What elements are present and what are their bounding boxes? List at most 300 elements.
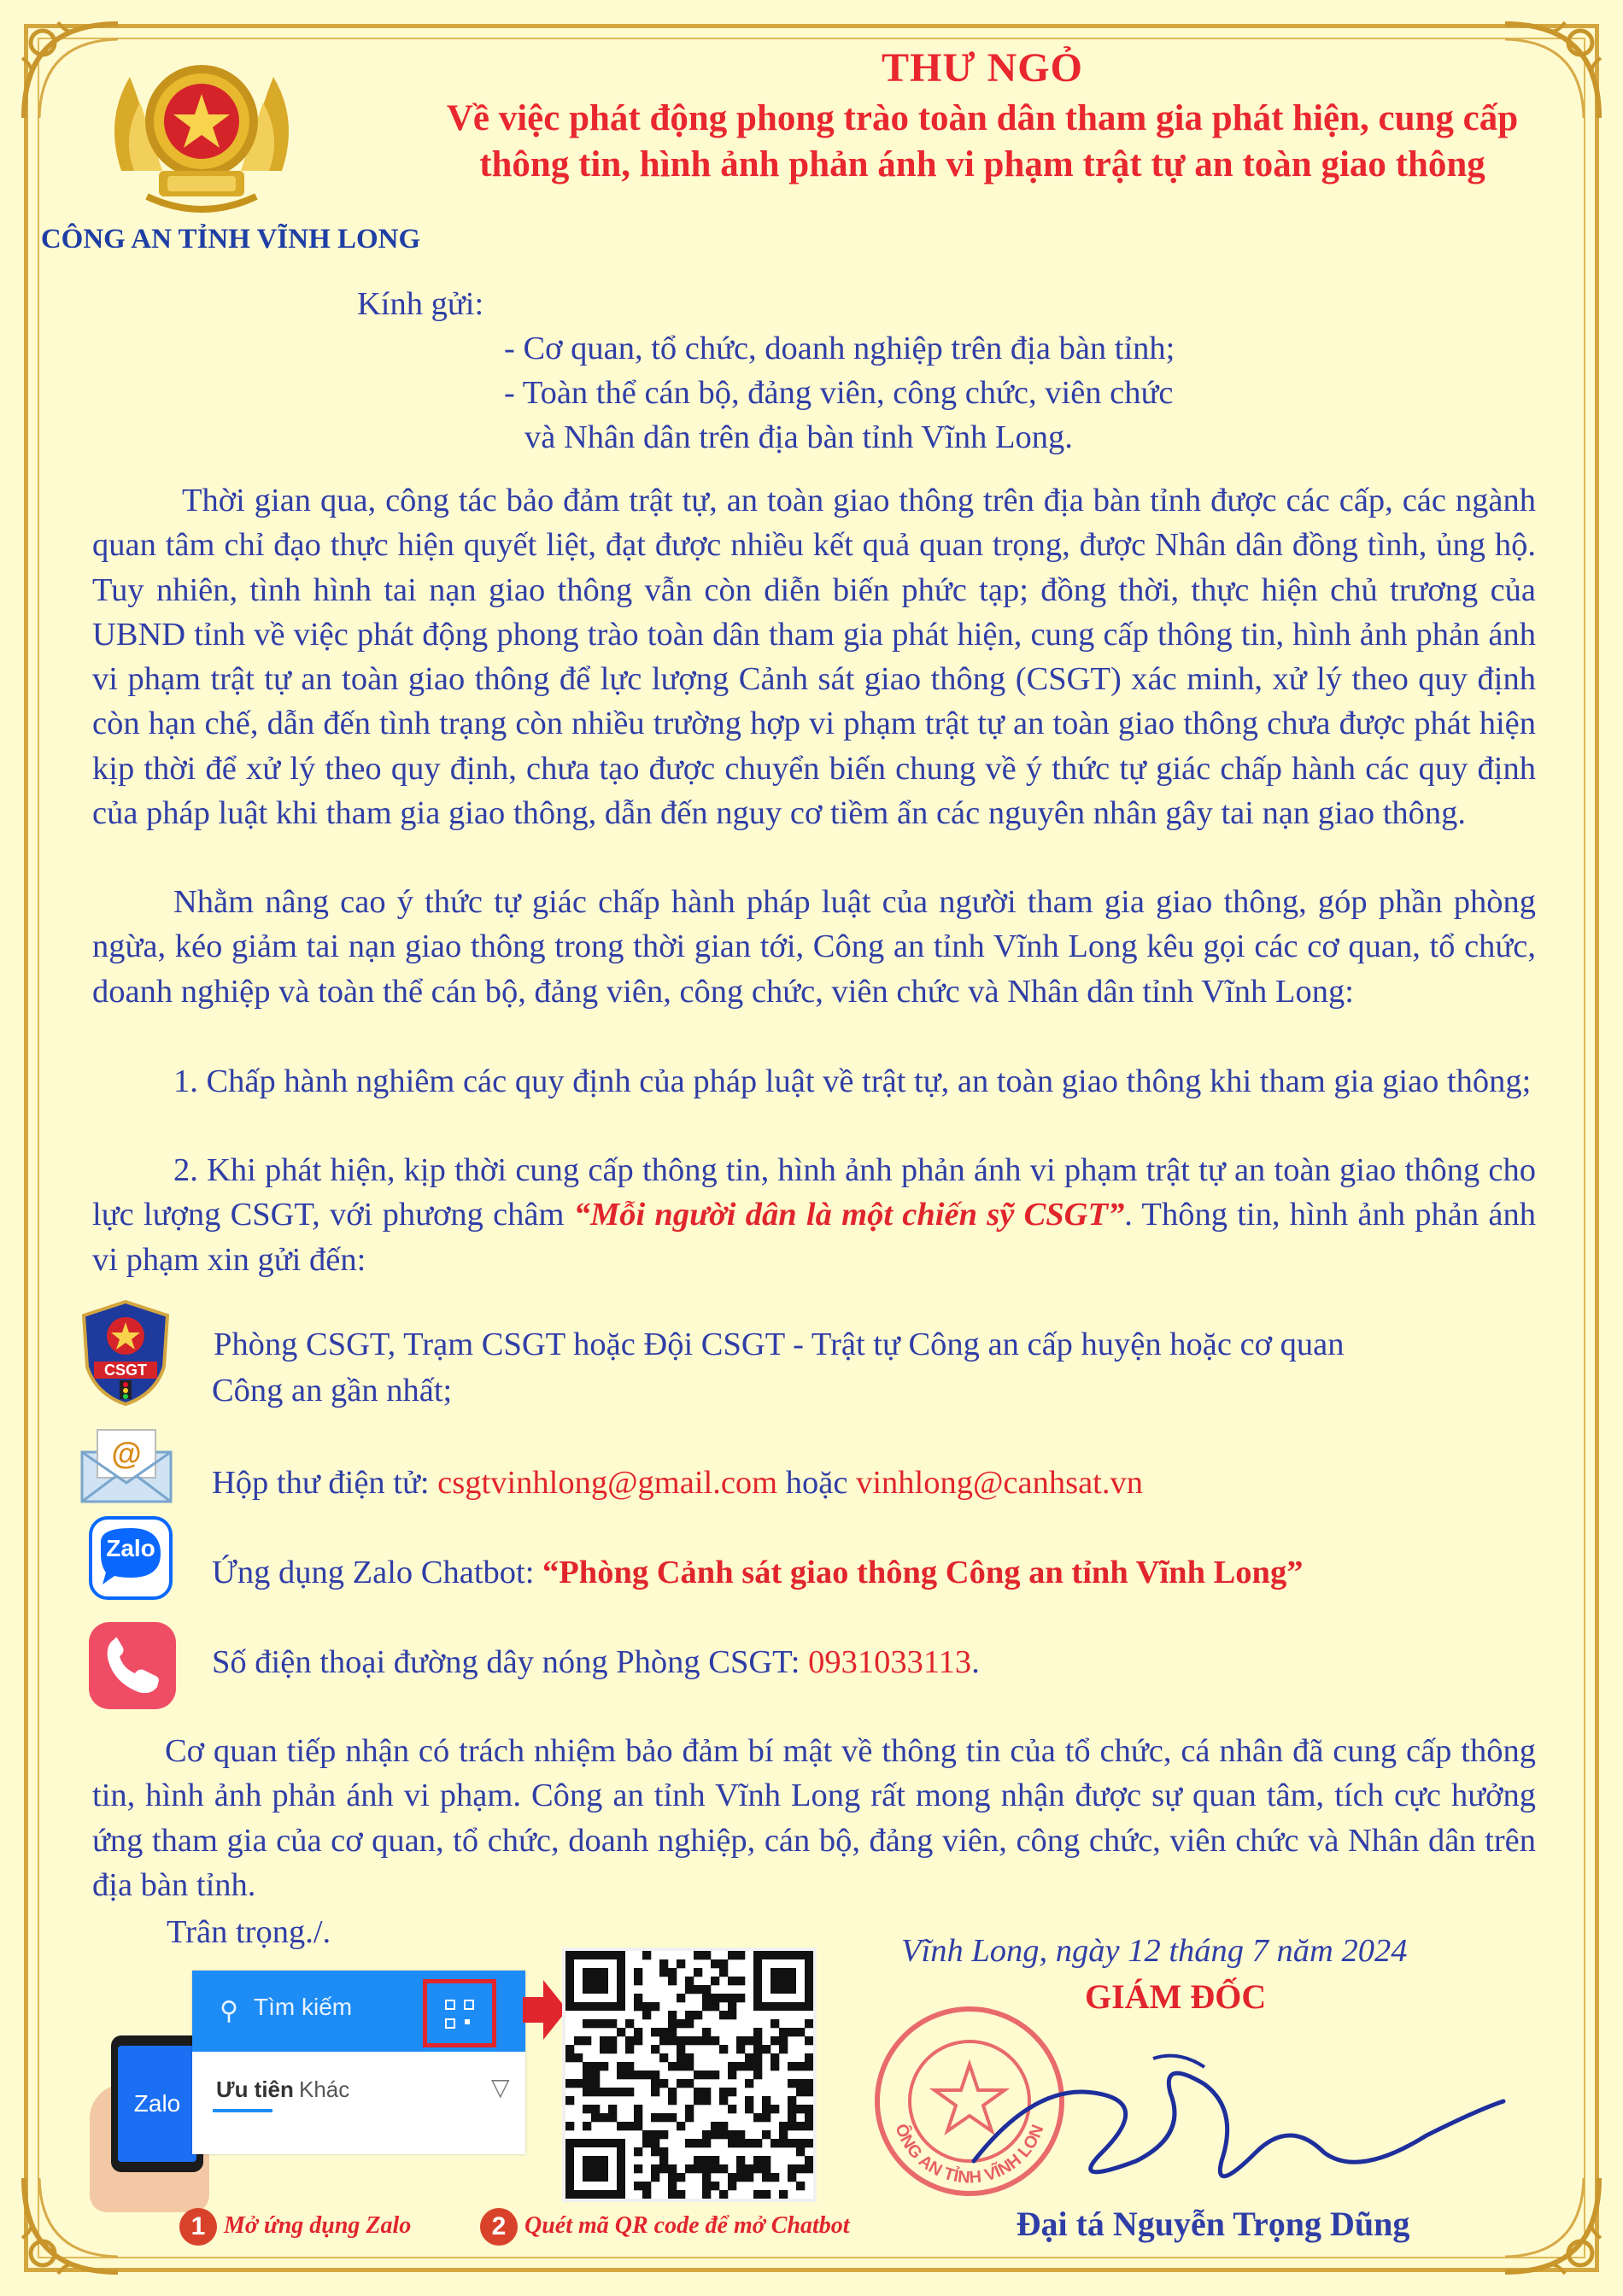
qr-module (617, 2028, 625, 2036)
qr-module (711, 2070, 719, 2079)
qr-module (788, 2028, 796, 2036)
email-or: hoặc (777, 1465, 857, 1501)
qr-module (805, 2019, 813, 2028)
qr-module (788, 2105, 796, 2113)
tab-other: Khác (299, 2076, 350, 2102)
qr-module (565, 2053, 574, 2062)
qr-module (736, 2062, 745, 2070)
tab-priority-underline (213, 2109, 272, 2112)
csgt-badge-icon (79, 1298, 173, 1408)
qr-module (779, 2139, 788, 2147)
qr-module (608, 2045, 617, 2053)
qr-module (583, 2070, 591, 2079)
subtitle-line-1: Về việc phát động phong trào toàn dân tham gia phát hiện, cung cấp (446, 98, 1519, 138)
signer-name: Đại tá Nguyễn Trọng Dũng (1016, 2205, 1410, 2243)
qr-module (617, 2122, 625, 2130)
qr-module (788, 2164, 796, 2173)
qr-module (719, 2045, 728, 2053)
qr-module (796, 2088, 805, 2096)
qr-module (736, 1994, 745, 2002)
body-paragraph-2: Nhằm nâng cao ý thức tự giác chấp hành pháp luật của người tham gia giao thông, góp phần phòng ngừa, kéo giảm tai nạn giao thông trong thời gian tới, Công an tỉnh Vĩnh Long kêu gọi các cơ quan, tổ chức, doanh nghiệp và toàn thể cán bộ, đảng viên, công chức, viên chức và Nhân dân tỉnh Vĩnh Long: (92, 884, 1536, 1010)
contact-csgt-line-2: Công an gần nhất; (212, 1373, 453, 1409)
qr-module (745, 2139, 753, 2147)
qr-module (736, 2045, 745, 2053)
hotline-number[interactable]: 0931033113 (808, 1644, 972, 1680)
body-item-2 (92, 1148, 1536, 1282)
qr-module (668, 1977, 677, 1985)
qr-module (702, 2139, 711, 2147)
search-icon: ⚲ (220, 1997, 238, 2025)
qr-module (745, 2079, 753, 2088)
qr-module (719, 2164, 728, 2173)
qr-module (591, 2062, 600, 2070)
organization-name: CÔNG AN TỈNH VĨNH LONG (40, 224, 421, 255)
qr-module (685, 2079, 694, 2088)
closing-regards: Trân trọng./. (167, 1914, 331, 1950)
qr-module (574, 2036, 583, 2045)
qr-module (659, 2164, 668, 2173)
qr-module (668, 2028, 677, 2036)
qr-module (702, 2036, 711, 2045)
qr-module (728, 2105, 736, 2113)
qr-module (711, 1959, 719, 1968)
qr-module (659, 2147, 668, 2156)
qr-module (694, 2156, 702, 2164)
qr-module (762, 2045, 770, 2053)
qr-module (702, 2096, 711, 2105)
contact-csgt-line-1: Phòng CSGT, Trạm CSGT hoặc Đội CSGT - Trật tự Công an cấp huyện hoặc cơ quan (214, 1327, 1345, 1362)
handwritten-signature (965, 2033, 1512, 2204)
qr-module (702, 2164, 711, 2173)
qr-module (711, 2036, 719, 2045)
qr-module (651, 2173, 659, 2182)
qr-module (677, 2190, 685, 2199)
qr-module (694, 2036, 702, 2045)
qr-module (642, 2139, 651, 2147)
qr-module (805, 2164, 813, 2173)
qr-module (770, 2105, 779, 2113)
qr-module (796, 2122, 805, 2130)
qr-module (719, 1994, 728, 2002)
qr-module (565, 2045, 574, 2053)
signature-position: GIÁM ĐỐC (1085, 1977, 1267, 2016)
zalo-label: Ứng dụng Zalo Chatbot: (212, 1555, 543, 1590)
qr-module (651, 2070, 659, 2079)
qr-module (762, 2113, 770, 2122)
qr-module (762, 2156, 770, 2164)
qr-module (702, 2173, 711, 2182)
qr-module (574, 2079, 583, 2088)
qr-module (805, 2088, 813, 2096)
qr-scan-icon (442, 1997, 477, 2031)
qr-module (677, 2053, 685, 2062)
qr-module (753, 2113, 762, 2122)
qr-module (659, 2113, 668, 2122)
qr-module (694, 1951, 702, 1959)
qr-module (736, 2156, 745, 2164)
qr-module (736, 2130, 745, 2139)
qr-module (685, 2164, 694, 2173)
qr-module (651, 2139, 659, 2147)
zalo-icon-text: Zalo (106, 1535, 155, 1561)
svg-text:@: @ (111, 1436, 142, 1471)
qr-module (694, 1968, 702, 1977)
qr-module (608, 2088, 617, 2096)
qr-module (668, 2088, 677, 2096)
email-address-1[interactable]: csgtvinhlong@gmail.com (437, 1465, 778, 1501)
qr-module (745, 2105, 753, 2113)
qr-module (634, 2070, 642, 2079)
qr-module (685, 2113, 694, 2122)
qr-module (617, 2088, 625, 2096)
qr-module (796, 2139, 805, 2147)
qr-finder-pattern (770, 1968, 796, 1994)
qr-module (788, 2096, 796, 2105)
qr-module (805, 2079, 813, 2088)
contact-email (212, 1461, 1143, 1505)
qr-module (719, 2130, 728, 2139)
qr-module (583, 2019, 591, 2028)
qr-module (719, 2096, 728, 2105)
qr-module (574, 2053, 583, 2062)
qr-module (591, 2088, 600, 2096)
qr-module (591, 2019, 600, 2028)
qr-module (719, 2190, 728, 2199)
qr-module (719, 1959, 728, 1968)
body-paragraph-1: Thời gian qua, công tác bảo đảm trật tự, an toàn giao thông trên địa bàn tỉnh được các cấp, các ngành quan tâm chỉ đạo thực hiện quyết liệt, đạt được nhiều kết quả quan trọng, được Nhân dân đồng tình, ủng hộ. Tuy nhiên, tình hình tai nạn giao thông vẫn còn diễn biến phức tạp; đồng thời, thực hiện chủ trương của UBND tỉnh về việc phát động phong trào toàn dân tham gia phát hiện, cung cấp thông tin, hình ảnh phản ánh vi phạm trật tự an toàn giao thông để lực lượng Cảnh sát giao thông (CSGT) xác minh, xử lý theo quy định còn hạn chế, dẫn đến tình trạng còn nhiều trường hợp vi phạm trật tự an toàn giao thông chưa được phát hiện kịp thời để xử lý theo quy định, chưa tạo được chuyển biến chung về ý thức tự giác chấp hành các quy định của pháp luật khi tham gia giao thông, dẫn đến nguy cơ tiềm ẩn các nguyên nhân gây tai nạn giao thông. (92, 483, 1536, 832)
qr-finder-pattern (583, 1968, 608, 1994)
qr-module (634, 2028, 642, 2036)
qr-code-image[interactable] (562, 1948, 817, 2202)
qr-module (770, 2173, 779, 2182)
qr-module (591, 2070, 600, 2079)
qr-module (805, 2139, 813, 2147)
qr-module (600, 2088, 608, 2096)
qr-module (796, 2105, 805, 2113)
qr-module (728, 2062, 736, 2070)
qr-module (685, 2105, 694, 2113)
qr-module (600, 2062, 608, 2070)
qr-module (728, 2002, 736, 2011)
filter-icon: ▽ (491, 2075, 510, 2101)
qr-module (753, 2139, 762, 2147)
qr-module (694, 2096, 702, 2105)
qr-module (685, 2053, 694, 2062)
qr-module (583, 2036, 591, 2045)
qr-module (728, 2088, 736, 2096)
qr-module (634, 1994, 642, 2002)
svg-text:CÔNG AN TỈNH VĨNH LONG: ÔNG AN TỈNH VĨNH LON (891, 2121, 1048, 2188)
qr-module (779, 2122, 788, 2130)
qr-module (642, 2182, 651, 2190)
qr-module (753, 2070, 762, 2079)
qr-module (711, 2156, 719, 2164)
qr-module (668, 2096, 677, 2105)
recipient-line-3: và Nhân dân trên địa bàn tỉnh Vĩnh Long. (524, 419, 1073, 455)
qr-module (719, 2011, 728, 2019)
qr-module (762, 2164, 770, 2173)
qr-module (745, 2096, 753, 2105)
qr-module (753, 2053, 762, 2062)
qr-module (677, 2122, 685, 2130)
qr-module (565, 2122, 574, 2130)
step-1-label: Mở ứng dụng Zalo (224, 2212, 412, 2239)
qr-module (702, 2070, 711, 2079)
qr-module (659, 2053, 668, 2062)
greeting-label: Kính gửi: (357, 286, 484, 322)
qr-module (625, 2036, 634, 2045)
qr-module (762, 2130, 770, 2139)
qr-module (677, 2036, 685, 2045)
qr-module (719, 2122, 728, 2130)
qr-module (685, 2139, 694, 2147)
qr-module (600, 2019, 608, 2028)
qr-module (702, 1985, 711, 1994)
qr-module (736, 2139, 745, 2147)
qr-module (677, 2173, 685, 2182)
step-2-label: Quét mã QR code để mở Chatbot (524, 2212, 850, 2239)
qr-module (634, 2113, 642, 2122)
qr-module (728, 2182, 736, 2190)
qr-module (591, 2105, 600, 2113)
qr-module (668, 2113, 677, 2122)
qr-module (788, 2122, 796, 2130)
body-item-1: 1. Chấp hành nghiêm các quy định của pháp luật về trật tự, an toàn giao thông khi tham gia giao thông; (173, 1063, 1532, 1099)
qr-module (651, 2147, 659, 2156)
qr-module (728, 2070, 736, 2079)
qr-finder-pattern (583, 2156, 608, 2182)
qr-module (805, 2053, 813, 2062)
qr-module (583, 2105, 591, 2113)
qr-module (745, 2173, 753, 2182)
qr-module (600, 2113, 608, 2122)
qr-module (796, 2147, 805, 2156)
qr-module (659, 2036, 668, 2045)
qr-module (762, 2105, 770, 2113)
qr-code-pattern (565, 1951, 813, 2199)
signature-date: Vĩnh Long, ngày 12 tháng 7 năm 2024 (901, 1933, 1408, 1969)
item-2-start: 2. Khi phát hiện, kịp thời cung cấp thông tin, hình ảnh phản ánh vi phạm trật tự an toàn giao thông cho lực lượng CSGT, với phương châm (92, 1152, 1536, 1233)
hotline-end: . (971, 1644, 980, 1680)
qr-module (659, 2028, 668, 2036)
qr-module (685, 2019, 694, 2028)
email-envelope-icon (79, 1426, 174, 1503)
qr-module (762, 2190, 770, 2199)
qr-module (711, 2122, 719, 2130)
qr-module (642, 2190, 651, 2199)
qr-module (583, 2122, 591, 2130)
qr-module (753, 2164, 762, 2173)
qr-module (702, 2028, 711, 2036)
qr-module (634, 1968, 642, 1977)
qr-module (617, 2062, 625, 2070)
qr-module (788, 2062, 796, 2070)
qr-module (788, 2113, 796, 2122)
qr-module (711, 2002, 719, 2011)
qr-module (685, 1977, 694, 1985)
qr-module (685, 2036, 694, 2045)
qr-module (668, 2173, 677, 2182)
qr-module (677, 1994, 685, 2002)
qr-module (651, 2028, 659, 2036)
qr-module (651, 2113, 659, 2122)
qr-module (762, 2096, 770, 2105)
qr-module (728, 2139, 736, 2147)
zalo-search-placeholder: Tìm kiếm (254, 1994, 353, 2020)
qr-module (608, 2113, 617, 2122)
qr-module (625, 2122, 634, 2130)
qr-module (608, 2019, 617, 2028)
qr-module (677, 2019, 685, 2028)
qr-module (745, 2053, 753, 2062)
qr-module (642, 1951, 651, 1959)
qr-module (634, 1977, 642, 1985)
qr-module (770, 2062, 779, 2070)
qr-module (702, 2190, 711, 2199)
qr-module (779, 2036, 788, 2045)
letter-title: THƯ NGỎ (882, 45, 1083, 91)
qr-module (634, 2105, 642, 2113)
qr-module (753, 2045, 762, 2053)
email-label: Hộp thư điện tử: (212, 1465, 438, 1501)
qr-module (694, 2164, 702, 2173)
qr-module (796, 2062, 805, 2070)
qr-module (634, 2182, 642, 2190)
qr-module (677, 1959, 685, 1968)
qr-module (728, 2130, 736, 2139)
qr-module (779, 2130, 788, 2139)
qr-module (608, 2036, 617, 2045)
qr-module (796, 2028, 805, 2036)
qr-module (736, 2164, 745, 2173)
qr-module (625, 2070, 634, 2079)
qr-module (711, 2182, 719, 2190)
recipient-line-2: - Toàn thể cán bộ, đảng viên, công chức, viên chức (504, 375, 1174, 411)
qr-module (745, 2036, 753, 2045)
contact-zalo (212, 1550, 1303, 1595)
qr-module (600, 2036, 608, 2045)
qr-module (736, 1977, 745, 1985)
qr-module (651, 2045, 659, 2053)
qr-module (685, 2011, 694, 2019)
qr-module (728, 2173, 736, 2182)
qr-module (651, 2164, 659, 2173)
qr-module (779, 2190, 788, 2199)
qr-module (736, 2173, 745, 2182)
qr-module (668, 2062, 677, 2070)
qr-module (753, 2062, 762, 2070)
qr-module (770, 2053, 779, 2062)
qr-module (719, 2088, 728, 2096)
closing-paragraph: Cơ quan tiếp nhận có trách nhiệm bảo đảm bí mật về thông tin của tổ chức, cá nhân đã cung cấp thông tin, hình ảnh phản ánh vi phạm. Công an tỉnh Vĩnh Long rất mong nhận được sự quan tâm, tích cực hưởng ứng tham gia của cơ quan, tổ chức, doanh nghiệp, cán bộ, đảng viên, công chức, viên chức và Nhân dân trên địa bàn tỉnh. (92, 1733, 1536, 1903)
hotline-label: Số điện thoại đường dây nóng Phòng CSGT: (212, 1644, 809, 1680)
letter-subtitle (359, 96, 1606, 188)
qr-module (694, 1985, 702, 1994)
qr-module (719, 1968, 728, 1977)
qr-module (685, 1985, 694, 1994)
qr-module (753, 2028, 762, 2036)
zalo-chatbot-name: “Phòng Cảnh sát giao thông Công an tỉnh Vĩnh Long” (542, 1555, 1304, 1590)
qr-module (736, 1951, 745, 1959)
qr-module (659, 2130, 668, 2139)
qr-module (659, 2079, 668, 2088)
qr-module (796, 2079, 805, 2088)
recipient-line-1: - Cơ quan, tổ chức, doanh nghiệp trên địa bàn tỉnh; (504, 331, 1175, 366)
qr-module (805, 2036, 813, 2045)
qr-module (728, 2011, 736, 2019)
qr-module (770, 2139, 779, 2147)
qr-module (591, 2113, 600, 2122)
contact-hotline (212, 1640, 980, 1684)
qr-module (668, 2182, 677, 2190)
email-address-2[interactable]: vinhlong@canhsat.vn (856, 1465, 1143, 1501)
qr-module (685, 2062, 694, 2070)
qr-module (634, 2002, 642, 2011)
item-2-end: . Thông tin, hình ảnh phản ánh vi phạm xin gửi đến: (92, 1197, 1536, 1278)
qr-module (788, 2173, 796, 2182)
qr-module (668, 2190, 677, 2199)
qr-module (753, 2036, 762, 2045)
qr-module (642, 2011, 651, 2019)
qr-module (668, 2019, 677, 2028)
qr-module (728, 1951, 736, 1959)
qr-module (642, 2130, 651, 2139)
qr-module (805, 2122, 813, 2130)
qr-module (625, 2062, 634, 2070)
qr-module (591, 2079, 600, 2088)
qr-module (779, 2028, 788, 2036)
qr-module (668, 2011, 677, 2019)
subtitle-line-2: thông tin, hình ảnh phản ánh vi phạm trật tự an toàn giao thông (479, 144, 1485, 184)
qr-module (651, 2079, 659, 2088)
qr-module (753, 2190, 762, 2199)
zalo-screenshot-panel (192, 1971, 525, 2154)
qr-module (702, 2088, 711, 2096)
qr-module (770, 2036, 779, 2045)
qr-module (651, 2002, 659, 2011)
qr-module (805, 2156, 813, 2164)
qr-module (805, 2113, 813, 2122)
qr-module (625, 2088, 634, 2096)
qr-module (762, 2173, 770, 2182)
csgt-badge-label: CSGT (103, 1362, 147, 1379)
qr-module (694, 2139, 702, 2147)
qr-module (711, 1994, 719, 2002)
qr-module (651, 2130, 659, 2139)
qr-module (600, 2045, 608, 2053)
step-2-number: 2 (480, 2208, 518, 2246)
arrow-right-icon (523, 1980, 567, 2040)
qr-module (668, 1968, 677, 1977)
qr-module (694, 2088, 702, 2096)
qr-module (565, 2096, 574, 2105)
qr-module (634, 2147, 642, 2156)
qr-module (728, 1977, 736, 1985)
qr-module (745, 2164, 753, 2173)
qr-module (634, 2036, 642, 2045)
qr-module (634, 2164, 642, 2173)
qr-module (617, 2070, 625, 2079)
qr-module (788, 2079, 796, 2088)
qr-module (728, 1994, 736, 2002)
qr-module (625, 2045, 634, 2053)
qr-module (702, 2156, 711, 2164)
slogan: “Mỗi người dân là một chiến sỹ CSGT” (573, 1197, 1125, 1233)
qr-module (583, 2062, 591, 2070)
qr-module (694, 2070, 702, 2079)
qr-module (805, 2105, 813, 2113)
qr-module (677, 2062, 685, 2070)
